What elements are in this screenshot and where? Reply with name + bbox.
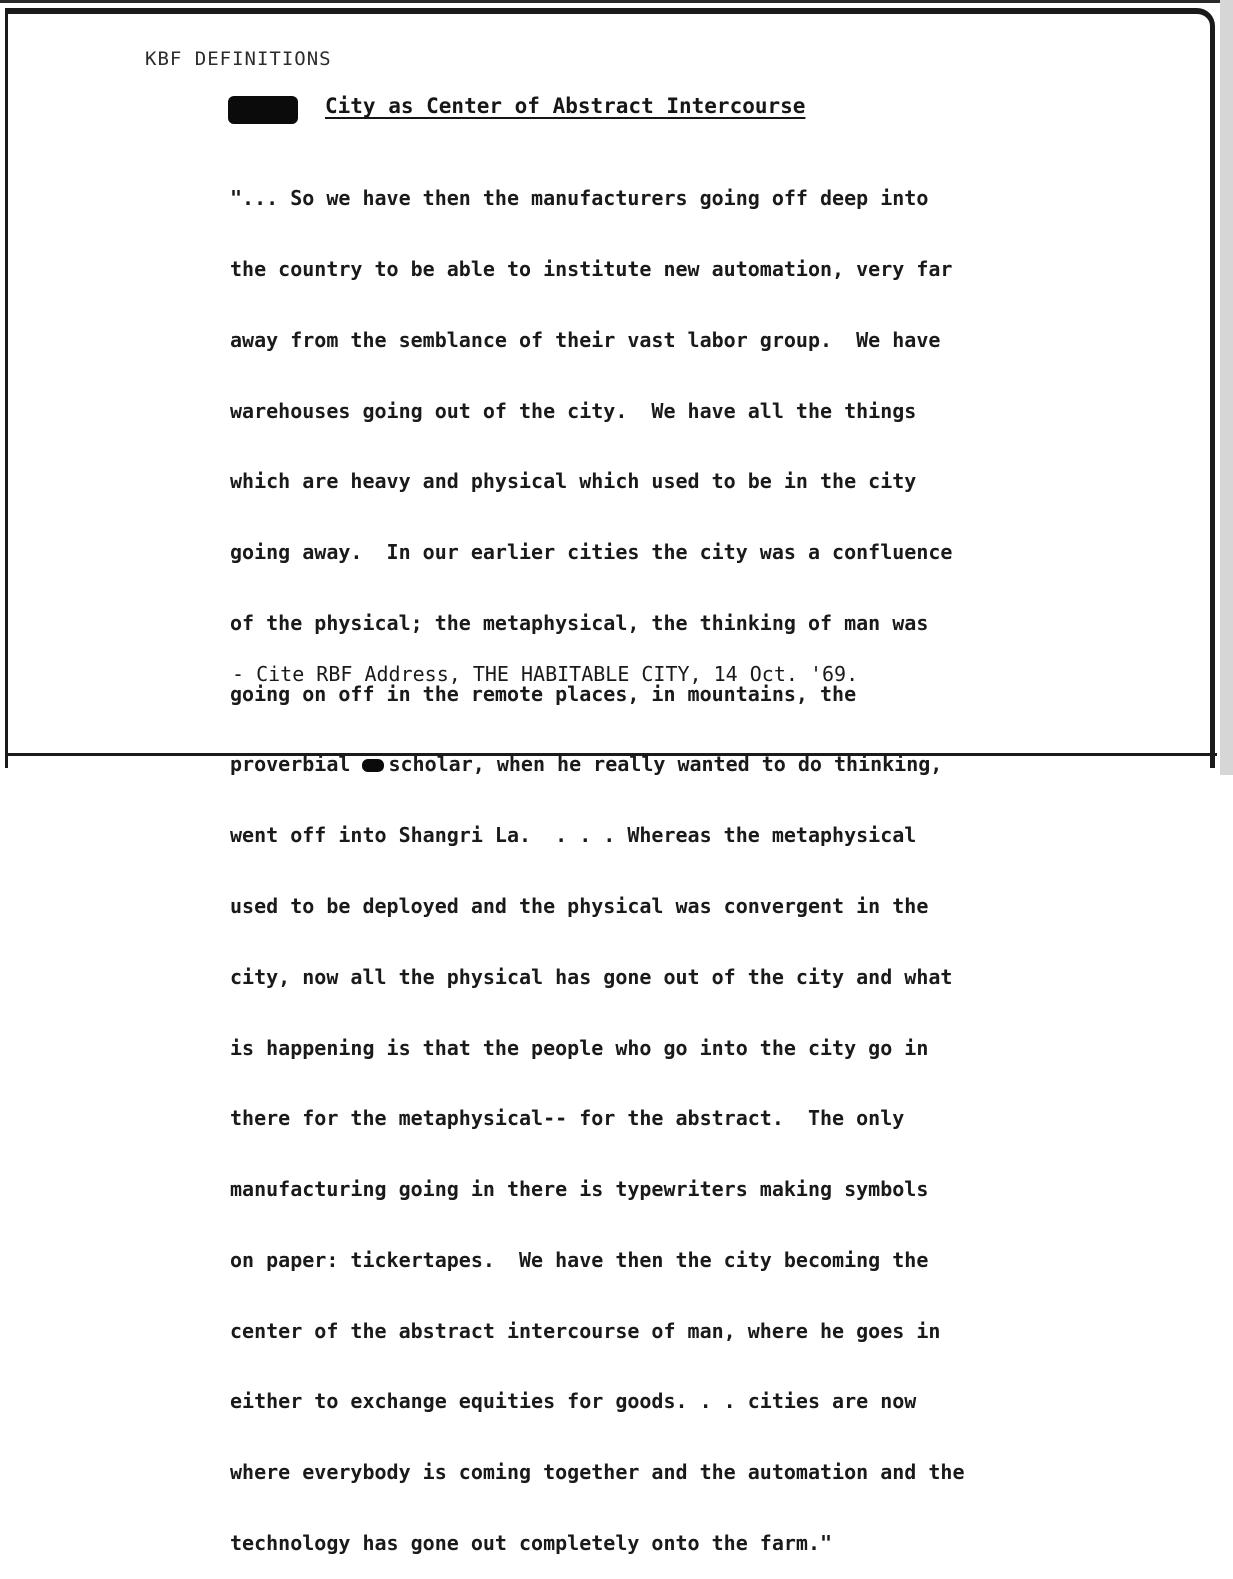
quote-fragment: proverbial xyxy=(230,752,363,777)
inline-redaction-block xyxy=(362,759,384,772)
quote-line: went off into Shangri La. . . . Whereas the metaphysical xyxy=(230,823,917,848)
quote-line: there for the metaphysical-- for the abstract. The only xyxy=(230,1106,905,1131)
redaction-block xyxy=(228,96,298,124)
quote-line: going away. In our earlier cities the city was a confluence xyxy=(230,540,953,565)
quote-line: is happening is that the people who go into the city go in xyxy=(230,1035,929,1060)
quote-line: city, now all the physical has gone out of the city and what xyxy=(230,964,953,989)
definition-title: City as Center of Abstract Intercourse xyxy=(325,94,806,118)
quote-text xyxy=(230,140,1120,1579)
quote-line: where everybody is coming together and the automation and the xyxy=(230,1460,965,1485)
scan-shadow xyxy=(1220,0,1233,775)
citation: - Cite RBF Address, THE HABITABLE CITY, 14 Oct. '69. xyxy=(232,662,859,686)
quote-fragment: scholar, when he really wanted to do thinking, xyxy=(388,752,943,777)
quote-line: manufacturing going in there is typewriters making symbols xyxy=(230,1177,929,1202)
quote-line: of the physical; the metaphysical, the thinking of man was xyxy=(230,610,929,635)
quote-line: away from the semblance of their vast labor group. We have xyxy=(230,327,941,352)
quote-line: center of the abstract intercourse of man, where he goes in xyxy=(230,1318,941,1343)
quote-line: either to exchange equities for goods. . . cities are now xyxy=(230,1389,917,1414)
quote-line: technology has gone out completely onto the farm." xyxy=(230,1531,833,1556)
quote-line: the country to be able to institute new automation, very far xyxy=(230,256,953,281)
quote-line: used to be deployed and the physical was convergent in the xyxy=(230,894,929,918)
quote-line: which are heavy and physical which used to be in the city xyxy=(230,469,917,494)
quote-line: warehouses going out of the city. We have all the things xyxy=(230,398,917,423)
header-label: KBF DEFINITIONS xyxy=(145,48,332,70)
scan-top-edge xyxy=(0,0,1233,3)
quote-line-redacted xyxy=(230,753,1120,777)
quote-line: on paper: tickertapes. We have then the city becoming the xyxy=(230,1247,929,1272)
quote-line: going on off in the remote places, in mountains, the xyxy=(230,681,857,706)
quote-line: "... So we have then the manufacturers going off deep into xyxy=(230,186,929,211)
